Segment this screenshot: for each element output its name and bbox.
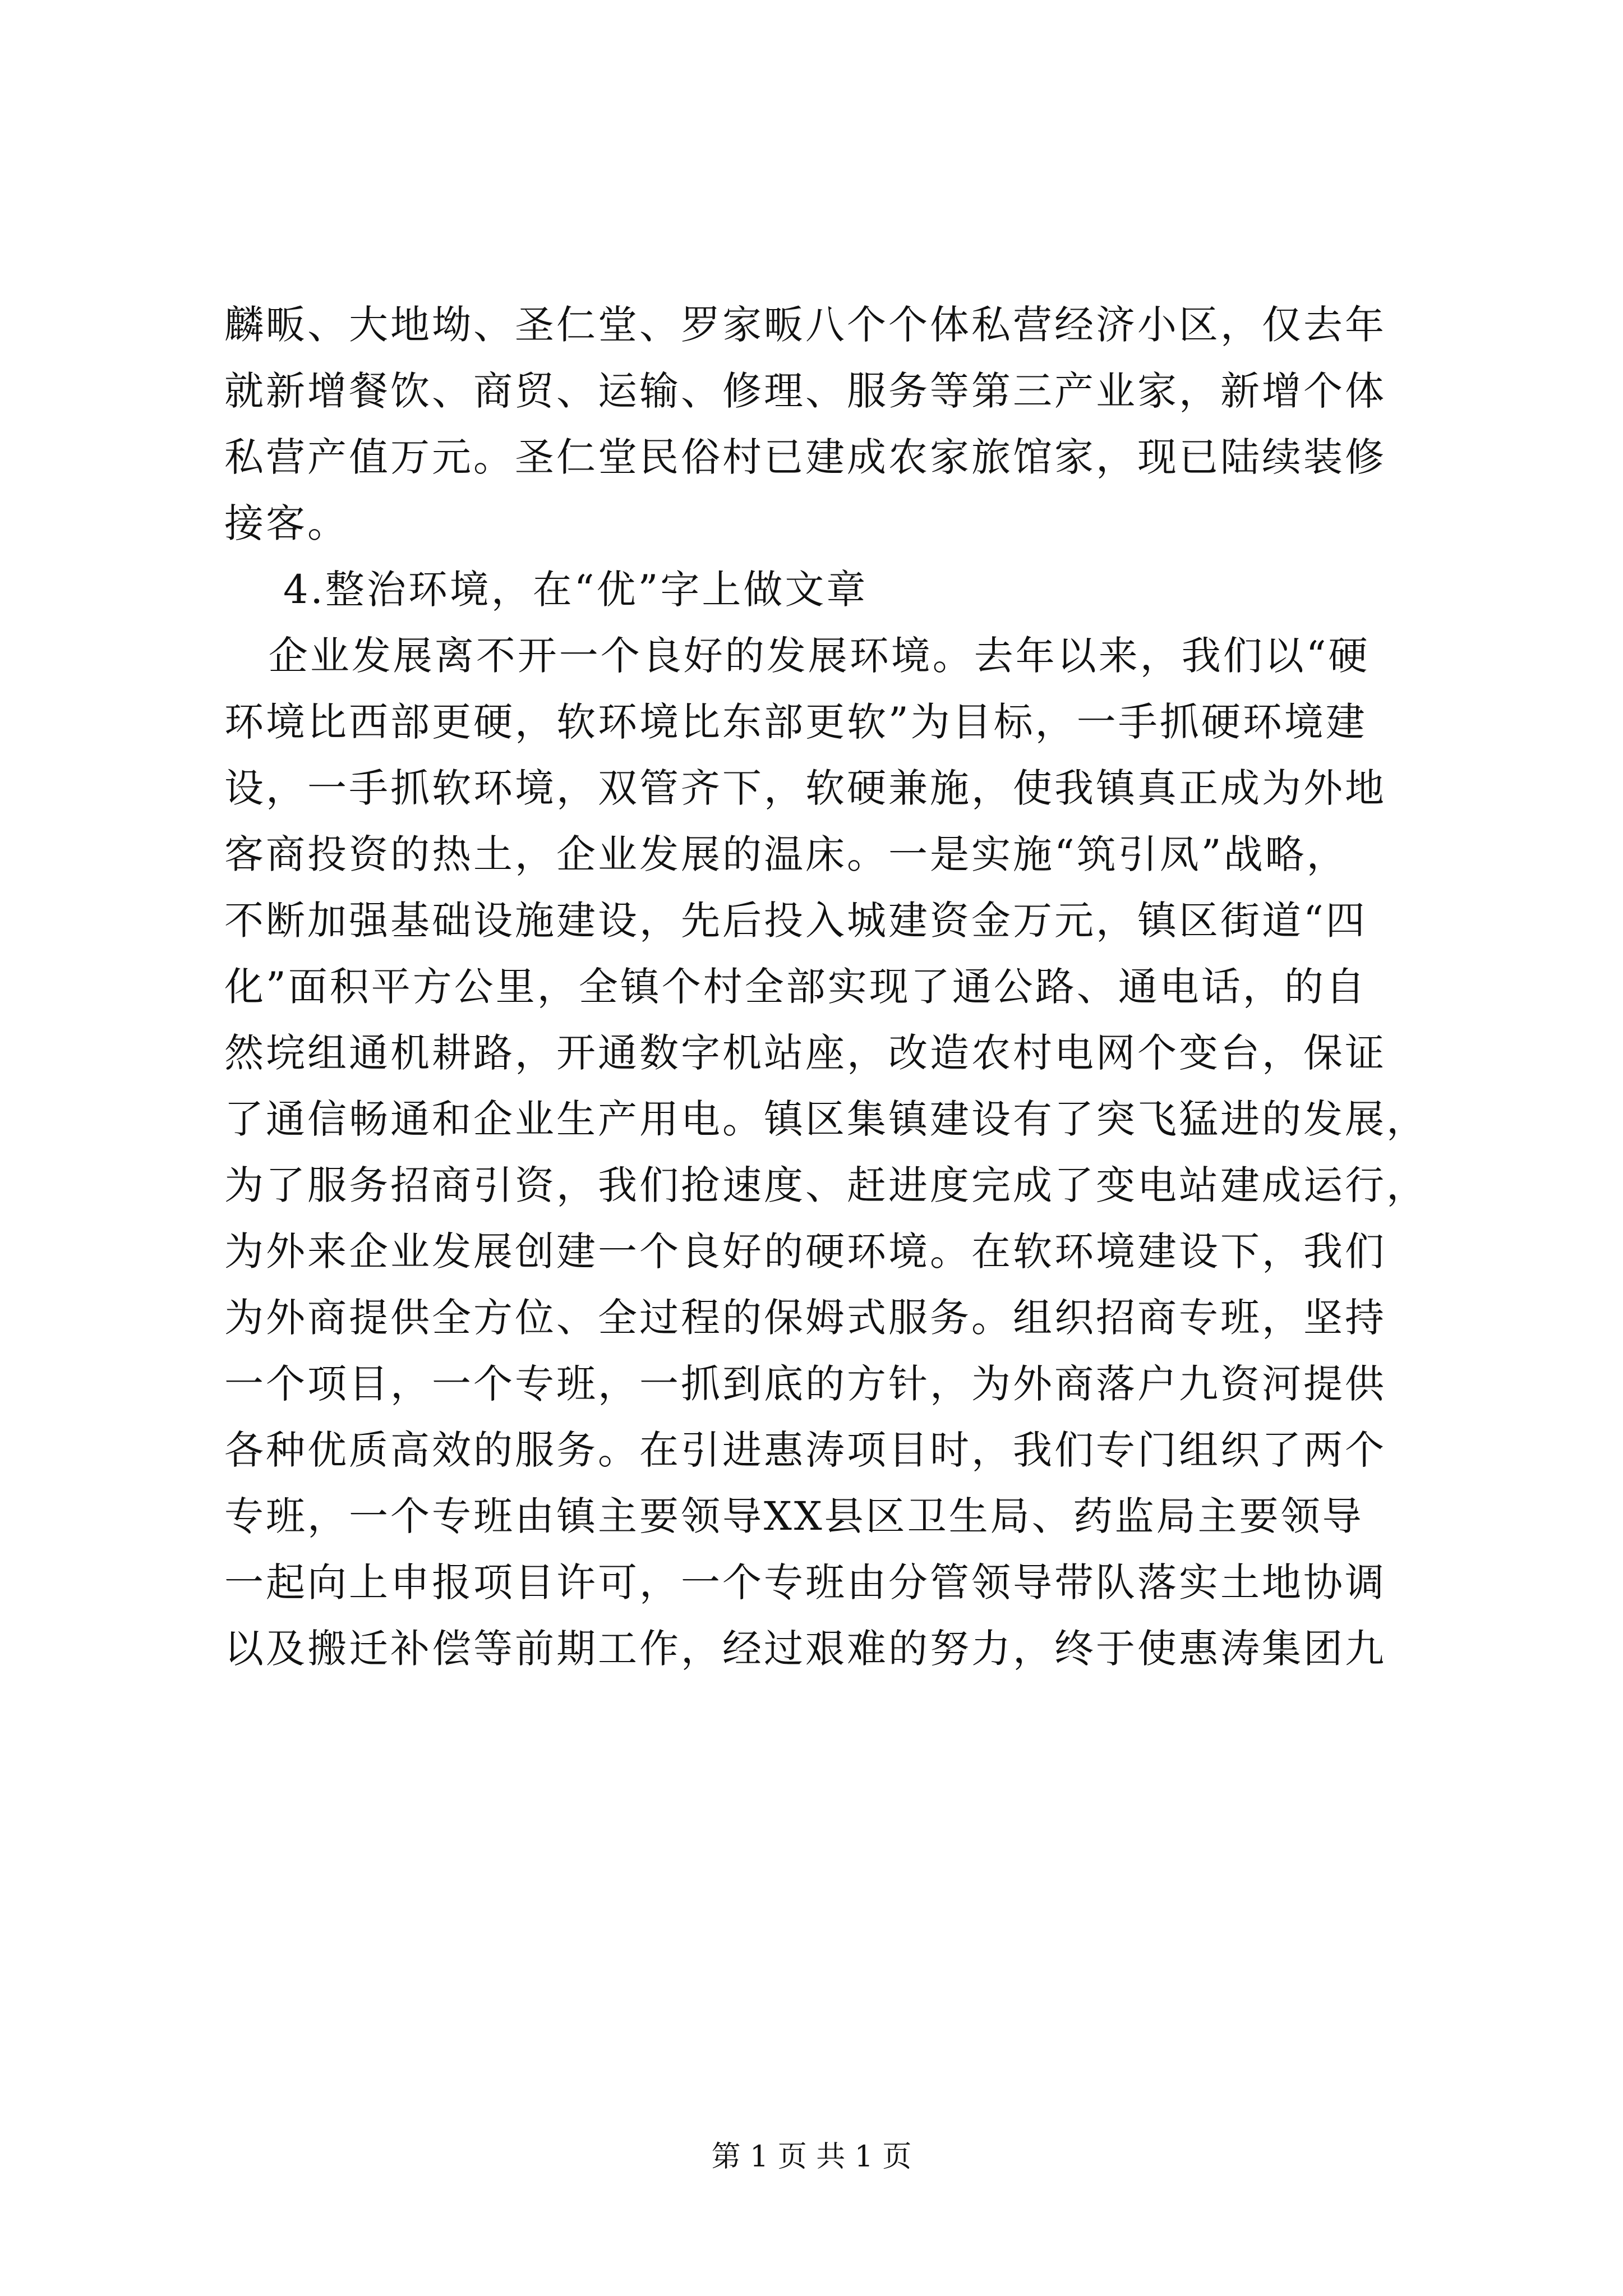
text-line: 企业发展离不开一个良好的发展环境。去年以来，我们以“硬: [224, 633, 1370, 679]
section-heading: 4.整治环境，在“优”字上做文章: [224, 567, 868, 613]
page-number: 第 1 页 共 1 页: [711, 2140, 912, 2174]
text-line: 专班，一个专班由镇主要领导XX县区卫生局、药监局主要领导: [224, 1493, 1364, 1539]
text-line: 设，一手抓软环境，双管齐下，软硬兼施，使我镇真正成为外地: [224, 765, 1386, 811]
text-line: 一个项目，一个专班，一抓到底的方针，为外商落户九资河提供: [224, 1361, 1386, 1407]
text-line: 环境比西部更硬，软环境比东部更软”为目标，一手抓硬环境建: [224, 699, 1367, 745]
text-line: 化”面积平方公里，全镇个村全部实现了通公路、通电话，的自: [224, 964, 1367, 1010]
text-line: 为外来企业发展创建一个良好的硬环境。在软环境建设下，我们: [224, 1228, 1386, 1274]
document-body: [224, 292, 1428, 1682]
text-line: 以及搬迁补偿等前期工作，经过艰难的努力，终于使惠涛集团九: [224, 1626, 1386, 1672]
text-line: 为外商提供全方位、全过程的保姆式服务。组织招商专班，坚持: [224, 1295, 1386, 1341]
text-line: 不断加强基础设施建设，先后投入城建资金万元，镇区街道“四: [224, 898, 1367, 944]
text-line: 然垸组通机耕路，开通数字机站座，改造农村电网个变台，保证: [224, 1030, 1386, 1076]
text-line: 各种优质高效的服务。在引进惠涛项目时，我们专门组织了两个: [224, 1427, 1386, 1473]
text-line: 接客。: [224, 500, 349, 546]
text-line: 为了服务招商引资，我们抢速度、赶进度完成了变电站建成运行，: [224, 1162, 1428, 1208]
text-line: 私营产值万元。圣仁堂民俗村已建成农家旅馆家，现已陆续装修: [224, 434, 1386, 480]
page-footer: [0, 2140, 1623, 2174]
text-line: 客商投资的热土，企业发展的温床。一是实施“筑引凤”战略，: [224, 831, 1348, 877]
text-line: 了通信畅通和企业生产用电。镇区集镇建设有了突飞猛进的发展，: [224, 1096, 1428, 1142]
text-line: 一起向上申报项目许可，一个专班由分管领导带队落实土地协调: [224, 1559, 1386, 1605]
text-line: 麟畈、大地坳、圣仁堂、罗家畈八个个体私营经济小区，仅去年: [224, 302, 1386, 348]
text-line: 就新增餐饮、商贸、运输、修理、服务等第三产业家，新增个体: [224, 368, 1386, 414]
